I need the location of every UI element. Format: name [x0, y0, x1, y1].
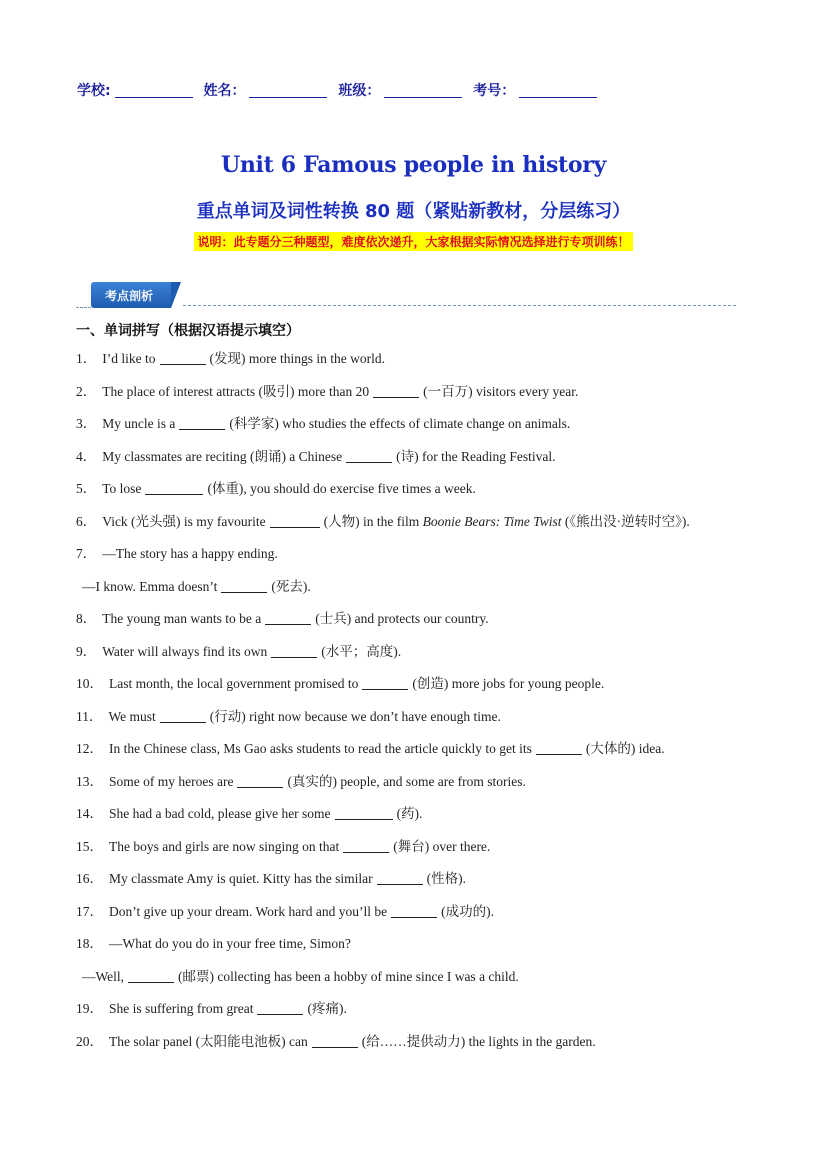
question-hint: (体重), you should do exercise five times a week.	[207, 481, 476, 496]
question-item	[76, 347, 385, 367]
question-item	[76, 900, 494, 920]
question-text: The place of interest attracts (吸引) more than 20	[102, 384, 370, 399]
question-item	[76, 672, 604, 692]
school-blank[interactable]	[115, 83, 193, 98]
question-hint: (人物) in the film	[323, 514, 420, 529]
question-item	[76, 510, 690, 530]
question-text: —What do you do in your free time, Simon?	[109, 936, 351, 951]
question-hint: (发现) more things in the world.	[209, 351, 385, 366]
question-text: She had a bad cold, please give her some	[109, 806, 331, 821]
question-number: 7．	[76, 546, 97, 561]
name-blank[interactable]	[249, 83, 327, 98]
question-hint: (疼痛).	[307, 1001, 347, 1016]
section-tab	[91, 282, 183, 308]
question-item	[76, 802, 422, 822]
film-title-chinese: (《熊出没·逆转时空》).	[564, 514, 690, 529]
answer-blank[interactable]	[221, 580, 267, 593]
question-number: 5．	[76, 481, 97, 496]
question-text: The solar panel (太阳能电池板) can	[109, 1034, 308, 1049]
question-hint: (成功的).	[441, 904, 494, 919]
answer-blank[interactable]	[343, 840, 389, 853]
section-divider	[183, 305, 736, 306]
question-item	[76, 380, 578, 400]
student-info-fields	[77, 80, 603, 100]
question-hint: (行动) right now because we don’t have enough time.	[209, 709, 501, 724]
answer-blank[interactable]	[335, 807, 393, 820]
question-text: To lose	[102, 481, 142, 496]
question-number: 4．	[76, 449, 97, 464]
question-hint: (真实的) people, and some are from stories.	[287, 774, 526, 789]
answer-blank[interactable]	[271, 645, 317, 658]
question-text: My uncle is a	[102, 416, 176, 431]
question-item	[76, 737, 665, 757]
page-title: Unit 6 Famous people in history	[220, 152, 607, 178]
question-text: Vick (光头强) is my favourite	[102, 514, 266, 529]
question-number: 15．	[76, 839, 103, 854]
answer-blank[interactable]	[179, 417, 225, 430]
answer-blank[interactable]	[346, 450, 392, 463]
question-text: —Well,	[82, 969, 125, 984]
question-text: Last month, the local government promised to	[109, 676, 359, 691]
question-number: 18．	[76, 936, 103, 951]
question-number: 20．	[76, 1034, 103, 1049]
question-text: We must	[108, 709, 156, 724]
question-item	[76, 997, 347, 1017]
exam-number-blank[interactable]	[519, 83, 597, 98]
exam-number-label: 考号：	[473, 83, 516, 99]
page-subtitle: 重点单词及词性转换 80 题（紧贴新教材，分层练习）	[196, 201, 631, 222]
answer-blank[interactable]	[391, 905, 437, 918]
question-text: Don’t give up your dream. Work hard and you’ll be	[109, 904, 388, 919]
question-hint: (科学家) who studies the effects of climate change on animals.	[229, 416, 571, 431]
question-item	[76, 835, 490, 855]
question-number: 13．	[76, 774, 103, 789]
question-number: 10．	[76, 676, 103, 691]
answer-blank[interactable]	[128, 970, 174, 983]
question-item	[76, 965, 519, 985]
question-item	[76, 542, 278, 562]
question-text: Water will always find its own	[102, 644, 268, 659]
question-text: —I know. Emma doesn’t	[82, 579, 218, 594]
class-blank[interactable]	[384, 83, 462, 98]
question-hint: (邮票) collecting has been a hobby of mine since I was a child.	[178, 969, 519, 984]
question-text: She is suffering from great	[109, 1001, 254, 1016]
question-number: 11．	[76, 709, 103, 724]
section-tab-label: 考点剖析	[105, 289, 154, 303]
school-label: 学校:	[77, 83, 111, 99]
question-item	[76, 575, 311, 595]
answer-blank[interactable]	[265, 612, 311, 625]
question-item	[76, 932, 351, 952]
question-hint: (舞台) over there.	[393, 839, 491, 854]
question-hint: (诗) for the Reading Festival.	[396, 449, 556, 464]
answer-blank[interactable]	[160, 710, 206, 723]
question-number: 6．	[76, 514, 97, 529]
question-item	[76, 477, 476, 497]
question-hint: (大体的) idea.	[585, 741, 665, 756]
question-number: 12．	[76, 741, 103, 756]
question-number: 19．	[76, 1001, 103, 1016]
question-hint: (士兵) and protects our country.	[315, 611, 489, 626]
question-item	[76, 867, 466, 887]
question-text: The boys and girls are now singing on that	[109, 839, 340, 854]
question-number: 2．	[76, 384, 97, 399]
answer-blank[interactable]	[257, 1002, 303, 1015]
question-number: 17．	[76, 904, 103, 919]
question-hint: (水平；高度).	[321, 644, 402, 659]
question-hint: (性格).	[426, 871, 466, 886]
question-item	[76, 1030, 596, 1050]
question-hint: (死去).	[271, 579, 311, 594]
section-divider-left	[76, 307, 91, 308]
answer-blank[interactable]	[270, 515, 320, 528]
question-item	[76, 640, 401, 660]
class-label: 班级：	[338, 83, 381, 99]
question-text: I’d like to	[102, 351, 156, 366]
question-number: 16．	[76, 871, 103, 886]
answer-blank[interactable]	[160, 352, 206, 365]
question-item	[76, 412, 570, 432]
question-number: 14．	[76, 806, 103, 821]
question-hint: (一百万) visitors every year.	[423, 384, 579, 399]
question-number: 3．	[76, 416, 97, 431]
question-item	[76, 445, 556, 465]
answer-blank[interactable]	[237, 775, 283, 788]
question-item	[76, 705, 501, 725]
film-title: Boonie Bears: Time Twist	[422, 514, 562, 529]
question-number: 9．	[76, 644, 97, 659]
answer-blank[interactable]	[362, 677, 408, 690]
instructions-note: 说明：此专题分三种题型，难度依次递升，大家根据实际情况选择进行专项训练！	[194, 232, 632, 251]
question-text: The young man wants to be a	[102, 611, 262, 626]
name-label: 姓名：	[203, 83, 246, 99]
answer-blank[interactable]	[312, 1035, 358, 1048]
question-item	[76, 770, 526, 790]
part-heading: 一、单词拼写（根据汉语提示填空）	[76, 323, 300, 339]
question-hint: (创造) more jobs for young people.	[412, 676, 605, 691]
question-number: 8．	[76, 611, 97, 626]
question-hint: (给……提供动力) the lights in the garden.	[361, 1034, 596, 1049]
answer-blank[interactable]	[145, 482, 203, 495]
question-text: My classmates are reciting (朗诵) a Chinese	[102, 449, 343, 464]
answer-blank[interactable]	[377, 872, 423, 885]
question-text: —The story has a happy ending.	[102, 546, 278, 561]
question-item	[76, 607, 489, 627]
question-hint: (药).	[396, 806, 423, 821]
question-text: Some of my heroes are	[109, 774, 234, 789]
question-number: 1．	[76, 351, 97, 366]
question-text: In the Chinese class, Ms Gao asks students to read the article quickly to get its	[109, 741, 532, 756]
answer-blank[interactable]	[373, 385, 419, 398]
question-text: My classmate Amy is quiet. Kitty has the similar	[109, 871, 373, 886]
answer-blank[interactable]	[536, 742, 582, 755]
